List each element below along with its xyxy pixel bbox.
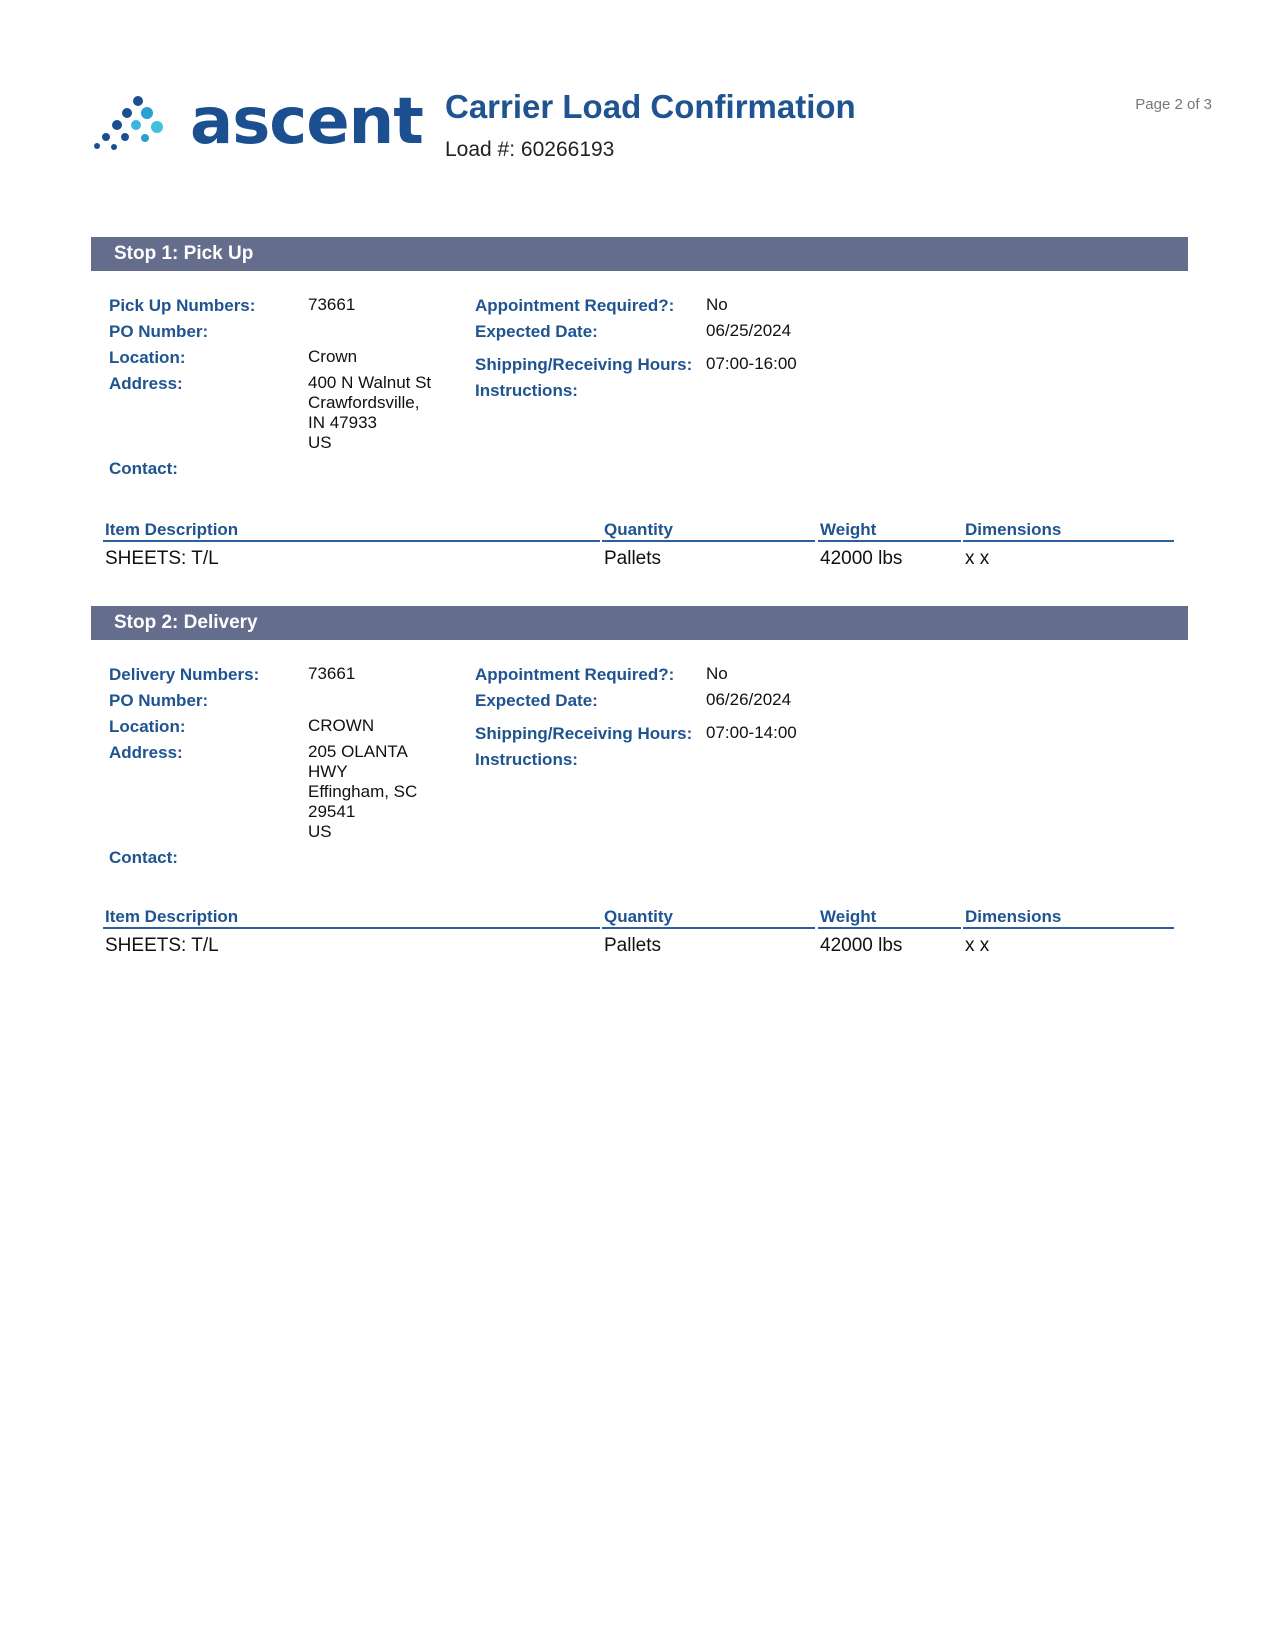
location-value: Crown	[308, 347, 358, 366]
address-line: IN 47933	[308, 413, 377, 432]
appointment-label: Appointment Required?:	[475, 665, 675, 684]
page-indicator: Page 2 of 3	[1135, 96, 1212, 113]
location-label: Location:	[109, 348, 186, 367]
address-value	[308, 742, 417, 842]
ascent-logo	[94, 85, 423, 160]
address-line: US	[308, 433, 332, 452]
load-label: Load #:	[445, 138, 516, 161]
item-weight-cell: 42000 lbs	[820, 935, 903, 956]
expected-date-label: Expected Date:	[475, 691, 598, 710]
address-line: HWY	[308, 762, 348, 781]
contact-label: Contact:	[109, 848, 178, 867]
pickup-numbers-value: 73661	[308, 295, 356, 314]
delivery-numbers-value: 73661	[308, 664, 356, 683]
po-number-label: PO Number:	[109, 691, 209, 710]
stop-2-section	[91, 606, 1188, 956]
contact-label: Contact:	[109, 459, 178, 478]
logo-dots-icon	[94, 96, 186, 152]
address-line: 205 OLANTA	[308, 742, 408, 761]
stop-1-section	[91, 237, 1188, 569]
col-dimensions: Dimensions	[963, 520, 1174, 542]
col-dimensions: Dimensions	[963, 907, 1174, 929]
stop-2-header: Stop 2: Delivery	[91, 606, 1188, 640]
location-value: CROWN	[308, 716, 375, 735]
col-weight: Weight	[818, 520, 961, 542]
col-weight: Weight	[818, 907, 961, 929]
item-quantity-cell: Pallets	[604, 548, 662, 569]
appointment-label: Appointment Required?:	[475, 296, 675, 315]
address-label: Address:	[109, 374, 183, 393]
brand-wordmark: ascent	[190, 85, 423, 159]
address-line: 400 N Walnut St	[308, 373, 432, 392]
item-description-cell: SHEETS: T/L	[105, 935, 219, 956]
col-item-description: Item Description	[103, 907, 600, 929]
address-label: Address:	[109, 743, 183, 762]
load-number: 60266193	[520, 138, 615, 161]
page-title: Carrier Load Confirmation	[445, 88, 856, 125]
item-dimensions-cell: x x	[965, 548, 990, 569]
hours-label: Shipping/Receiving Hours:	[475, 724, 693, 743]
location-label: Location:	[109, 717, 186, 736]
po-number-label: PO Number:	[109, 322, 209, 341]
expected-date-value: 06/25/2024	[706, 321, 792, 340]
item-dimensions-cell: x x	[965, 935, 990, 956]
stop-1-header: Stop 1: Pick Up	[91, 237, 1188, 271]
appointment-value: No	[706, 664, 728, 683]
address-value	[308, 373, 431, 453]
col-item-description: Item Description	[103, 520, 600, 542]
item-quantity-cell: Pallets	[604, 935, 662, 956]
item-weight-cell: 42000 lbs	[820, 548, 903, 569]
hours-value: 07:00-14:00	[706, 723, 797, 742]
delivery-numbers-label: Delivery Numbers:	[109, 665, 260, 684]
item-description-cell: SHEETS: T/L	[105, 548, 219, 569]
hours-label: Shipping/Receiving Hours:	[475, 355, 693, 374]
expected-date-value: 06/26/2024	[706, 690, 792, 709]
address-line: US	[308, 822, 332, 841]
col-quantity: Quantity	[602, 520, 815, 542]
instructions-label: Instructions:	[475, 381, 578, 400]
expected-date-label: Expected Date:	[475, 322, 598, 341]
address-line: 29541	[308, 802, 356, 821]
instructions-label: Instructions:	[475, 750, 578, 769]
address-line: Crawfordsville,	[308, 393, 420, 412]
pickup-numbers-label: Pick Up Numbers:	[109, 296, 256, 315]
col-quantity: Quantity	[602, 907, 815, 929]
hours-value: 07:00-16:00	[706, 354, 797, 373]
address-line: Effingham, SC	[308, 782, 418, 801]
appointment-value: No	[706, 295, 728, 314]
load-number-line	[445, 138, 614, 162]
